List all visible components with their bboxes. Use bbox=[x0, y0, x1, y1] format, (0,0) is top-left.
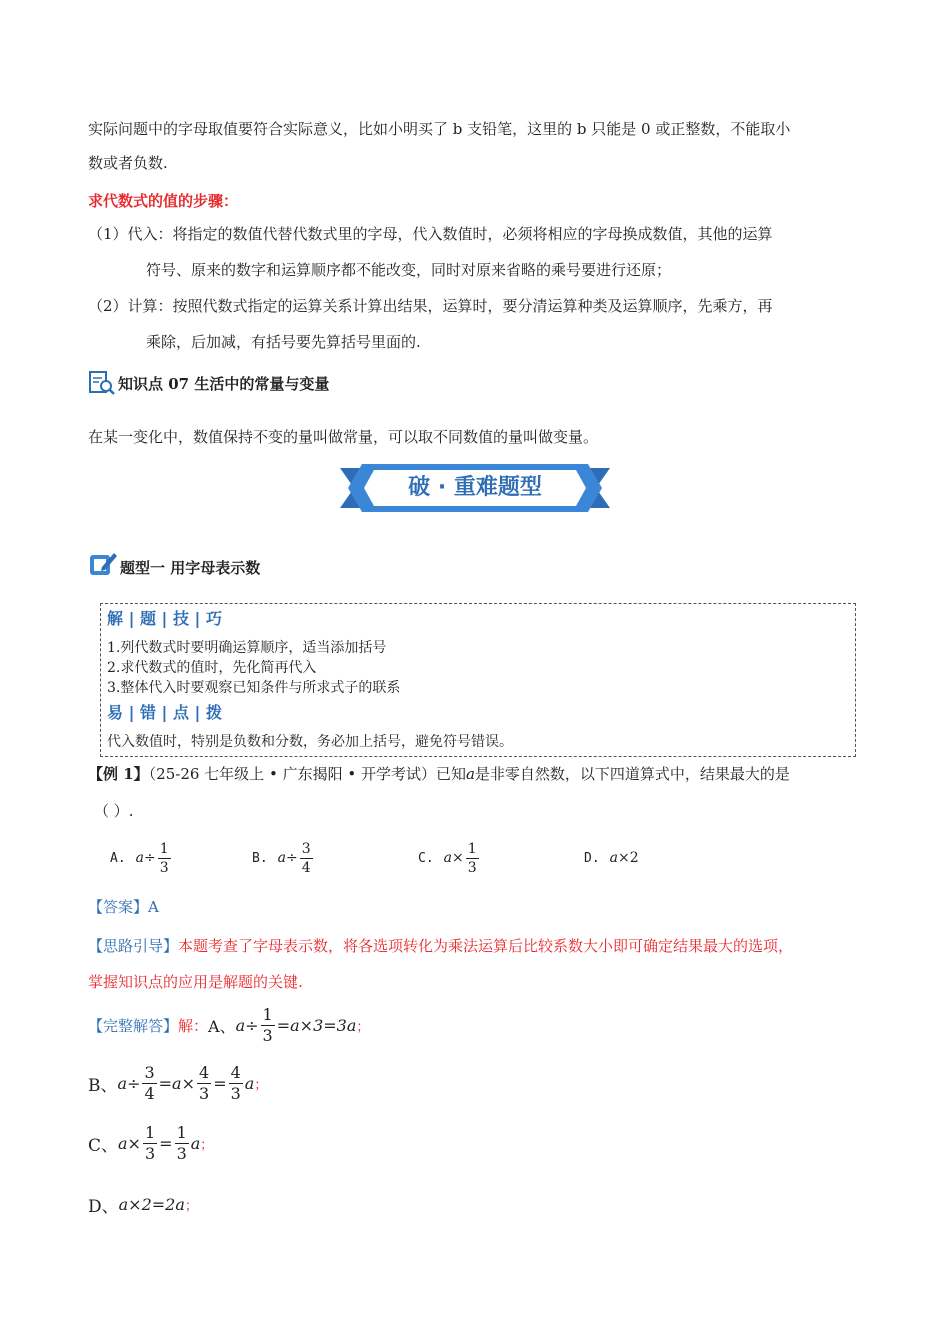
mistake-text: 代入数值时，特别是负数和分数，务必加上括号，避免符号错误。 bbox=[107, 734, 513, 750]
step-1-line-1: （1）代入：将指定的数值代替代数式里的字母，代入数值时，必须将相应的字母换成数值，其他的运算 bbox=[88, 225, 773, 243]
option-var: a bbox=[443, 850, 453, 866]
option-label: D. bbox=[584, 850, 600, 866]
option-a bbox=[110, 838, 173, 878]
solution-line-d bbox=[88, 1186, 198, 1222]
option-plain-value: 2 bbox=[629, 850, 639, 866]
tips-title: 解 | 题 | 技 | 巧 bbox=[107, 609, 222, 628]
hint-block bbox=[88, 928, 878, 1000]
solution-fraction bbox=[143, 1122, 157, 1163]
option-var: a bbox=[135, 850, 145, 866]
intro-line-1: 实际问题中的字母取值要符合实际意义，比如小明买了 b 支铅笔，这里的 b 只能是 0 或正整数，不能取小 bbox=[88, 120, 791, 138]
option-label: B. bbox=[252, 850, 268, 866]
pen-edit-icon bbox=[88, 549, 118, 579]
solution-prefix: C、 bbox=[88, 1135, 119, 1156]
hint-line-2: 掌握知识点的应用是解题的关键. bbox=[88, 973, 303, 991]
example-stem-part-1: （25-26 七年级上 • 广东揭阳 • 开学考试）已知 bbox=[148, 765, 466, 783]
fraction-denominator: 3 bbox=[262, 1025, 273, 1045]
intro-paragraph bbox=[88, 112, 858, 180]
solution-fraction bbox=[229, 1062, 243, 1103]
hint-line-1: 本题考查了字母表示数，将各选项转化为乘法运算后比较系数大小即可确定结果最大的选项， bbox=[178, 937, 794, 955]
intro-line-2: 数或者负数. bbox=[88, 154, 168, 172]
fraction-denominator: 4 bbox=[301, 859, 311, 876]
fraction-denominator: 3 bbox=[230, 1083, 241, 1103]
option-d bbox=[584, 838, 639, 878]
tips-box bbox=[100, 603, 856, 757]
solution-end: ； bbox=[356, 1019, 370, 1035]
option-operator: × bbox=[452, 850, 464, 866]
solution-jie: 解： bbox=[178, 1016, 209, 1035]
solution-eq: = bbox=[213, 1073, 227, 1093]
solution-eq: = bbox=[159, 1133, 173, 1153]
answer-line bbox=[88, 896, 159, 918]
solution-expr: a× bbox=[118, 1133, 141, 1153]
solution-fraction bbox=[175, 1122, 189, 1163]
solution-end: ； bbox=[200, 1137, 214, 1153]
fraction-numerator: 4 bbox=[199, 1062, 210, 1082]
example-stem-part-2: 是非零自然数，以下四道算式中，结果最大的是 bbox=[474, 765, 790, 783]
option-operator: ÷ bbox=[286, 850, 298, 866]
tip-item: 2.求代数式的值时，先化简再代入 bbox=[107, 660, 317, 676]
example-blank: （ ）. bbox=[94, 802, 134, 820]
example-label: 【例 1】 bbox=[88, 765, 149, 783]
tip-item: 3.整体代入时要观察已知条件与所求式子的联系 bbox=[107, 680, 401, 696]
option-var: a bbox=[277, 850, 287, 866]
solution-line-a bbox=[88, 1000, 369, 1050]
example-stem bbox=[88, 762, 868, 786]
answer-value: A bbox=[148, 898, 159, 916]
fraction-numerator: 3 bbox=[301, 840, 311, 857]
solution-result: a×2=2a bbox=[118, 1194, 185, 1214]
section-banner bbox=[340, 462, 610, 514]
knowledge-heading bbox=[88, 368, 329, 398]
fraction-numerator: 4 bbox=[230, 1062, 241, 1082]
step-1-line-2: 符号、原来的数字和运算顺序都不能改变，同时对原来省略的乘号要进行还原； bbox=[146, 261, 672, 279]
hint-label: 【思路引导】 bbox=[88, 937, 179, 955]
knowledge-title: 知识点 07 生活中的常量与变量 bbox=[118, 374, 330, 393]
solution-expr: a÷ bbox=[235, 1015, 259, 1035]
solution-prefix: B、 bbox=[88, 1075, 118, 1096]
option-var: a bbox=[609, 850, 619, 866]
example-variable: a bbox=[465, 765, 475, 783]
fraction-denominator: 3 bbox=[467, 859, 477, 876]
solution-tail: a bbox=[190, 1133, 201, 1153]
mistakes-title: 易 | 错 | 点 | 拨 bbox=[107, 703, 222, 722]
fraction-numerator: 1 bbox=[159, 840, 169, 857]
option-operator: × bbox=[618, 850, 630, 866]
steps-list bbox=[88, 216, 868, 360]
step-2-line-2: 乘除，后加减，有括号要先算括号里面的. bbox=[146, 333, 421, 351]
tip-item: 1.列代数式时要明确运算顺序，适当添加括号 bbox=[107, 640, 387, 656]
option-fraction bbox=[300, 842, 313, 875]
fraction-numerator: 3 bbox=[144, 1062, 155, 1082]
fraction-numerator: 1 bbox=[144, 1122, 156, 1142]
document-search-icon bbox=[88, 370, 116, 396]
fraction-denominator: 3 bbox=[159, 859, 169, 876]
tips-list bbox=[107, 638, 400, 698]
solution-prefix: A、 bbox=[208, 1016, 236, 1036]
solution-line-b bbox=[88, 1058, 267, 1108]
solution-end: ； bbox=[184, 1198, 198, 1214]
solution-fraction bbox=[261, 1004, 275, 1045]
type1-heading bbox=[88, 545, 260, 579]
solution-expr: a÷ bbox=[117, 1073, 141, 1093]
solution-label: 【完整解答】 bbox=[88, 1016, 179, 1035]
fraction-numerator: 1 bbox=[467, 840, 477, 857]
fraction-denominator: 3 bbox=[144, 1143, 156, 1163]
solution-line-c bbox=[88, 1118, 213, 1168]
option-c bbox=[418, 838, 481, 878]
type1-title: 题型一 用字母表示数 bbox=[120, 559, 261, 577]
solution-end: ； bbox=[254, 1077, 268, 1093]
fraction-numerator: 1 bbox=[262, 1004, 273, 1024]
option-label: C. bbox=[418, 850, 434, 866]
fraction-denominator: 4 bbox=[144, 1083, 155, 1103]
solution-result: =a×3=3a bbox=[276, 1015, 357, 1035]
option-b bbox=[252, 838, 315, 878]
option-fraction bbox=[158, 842, 171, 875]
fraction-numerator: 1 bbox=[176, 1122, 187, 1142]
fraction-denominator: 3 bbox=[199, 1083, 210, 1103]
fraction-denominator: 3 bbox=[176, 1143, 187, 1163]
solution-fraction bbox=[197, 1062, 211, 1103]
option-fraction bbox=[466, 842, 479, 875]
step-2-line-1: （2）计算：按照代数式指定的运算关系计算出结果，运算时，要分清运算种类及运算顺序，先乘方，再 bbox=[88, 297, 773, 315]
steps-heading: 求代数式的值的步骤： bbox=[88, 192, 239, 210]
option-label: A. bbox=[110, 850, 126, 866]
solution-tail: a bbox=[244, 1073, 255, 1093]
solution-prefix: D、 bbox=[88, 1196, 119, 1217]
banner-text: 破 · 重难题型 bbox=[408, 475, 542, 500]
solution-mid: =a× bbox=[158, 1073, 195, 1093]
solution-fraction bbox=[142, 1062, 156, 1103]
answer-label: 【答案】 bbox=[88, 898, 149, 916]
knowledge-text: 在某一变化中，数值保持不变的量叫做常量，可以取不同数值的量叫做变量。 bbox=[88, 428, 599, 446]
option-operator: ÷ bbox=[144, 850, 156, 866]
